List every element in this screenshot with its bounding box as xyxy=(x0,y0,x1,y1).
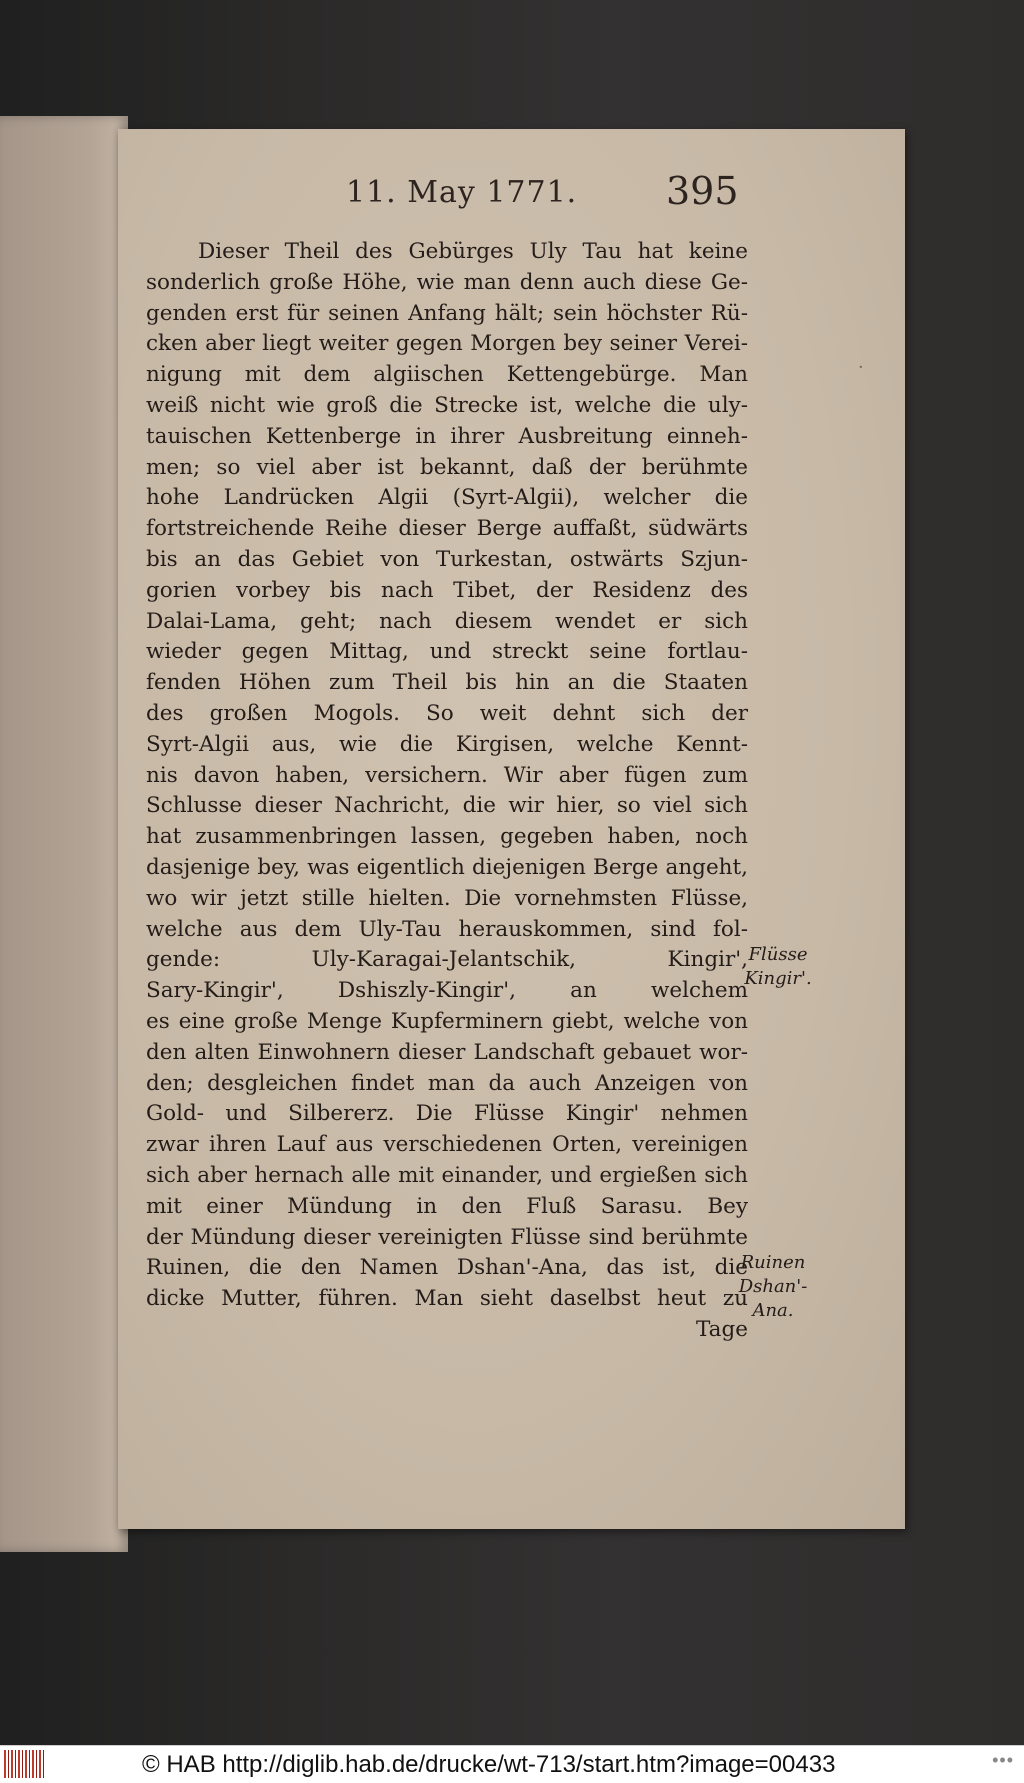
page-number: 395 xyxy=(666,169,739,213)
text-line: cken aber liegt weiter gegen Morgen bey seiner Verei- xyxy=(146,331,748,357)
text-line: Syrt-Algii aus, wie die Kirgisen, welche Kennt- xyxy=(146,731,748,757)
text-line: Ruinen, die den Namen Dshan'-Ana, das ist, die xyxy=(146,1255,748,1281)
catchword: Tage xyxy=(696,1316,748,1342)
book-page xyxy=(118,129,905,1529)
text-line: zwar ihren Lauf aus verschiedenen Orten, vereinigen xyxy=(146,1132,748,1158)
more-icon[interactable]: ••• xyxy=(992,1750,1014,1770)
ink-blot: · xyxy=(858,357,864,378)
text-line: den alten Einwohnern dieser Landschaft gebauet wor- xyxy=(146,1039,748,1065)
text-line: gende: Uly-Karagai-Jelantschik, Kingir', xyxy=(146,947,748,973)
text-line: tauischen Kettenberge in ihrer Ausbreitung einneh- xyxy=(146,423,748,449)
text-line: gorien vorbey bis nach Tibet, der Residenz des xyxy=(146,577,748,603)
marginal-note-line: Kingir'. xyxy=(744,968,812,989)
barcode-icon xyxy=(4,1750,44,1778)
text-line: nigung mit dem algiischen Kettengebürge. Man xyxy=(146,362,748,388)
text-line: weiß nicht wie groß die Strecke ist, welche die uly- xyxy=(146,392,748,418)
text-line: Gold- und Silbererz. Die Flüsse Kingir' nehmen xyxy=(146,1101,748,1127)
text-line: hat zusammenbringen lassen, gegeben haben, noch xyxy=(146,824,748,850)
text-line: es eine große Menge Kupferminern giebt, welche von xyxy=(146,1008,748,1034)
text-line: men; so viel aber ist bekannt, daß der berühmte xyxy=(146,454,748,480)
body-text xyxy=(146,237,748,1345)
copyright-url: © HAB http://diglib.hab.de/drucke/wt-713/start.htm?image=00433 xyxy=(142,1751,836,1778)
running-head xyxy=(118,169,905,215)
text-line: nis davon haben, versichern. Wir aber fügen zum xyxy=(146,762,748,788)
marginal-note-line: Dshan'- xyxy=(738,1276,808,1297)
marginal-note-line: Ruinen xyxy=(740,1252,806,1273)
marginal-note-line: Ana. xyxy=(752,1300,794,1321)
text-line: Schlusse dieser Nachricht, die wir hier, so viel sich xyxy=(146,793,748,819)
text-line: mit einer Mündung in den Fluß Sarasu. Bey xyxy=(146,1193,748,1219)
marginal-note-rivers xyxy=(728,943,828,991)
text-line: dicke Mutter, führen. Man sieht daselbst heut zu xyxy=(146,1286,748,1312)
previous-page-edge xyxy=(0,116,128,1552)
marginal-note-ruins xyxy=(718,1251,828,1323)
text-line: der Mündung dieser vereinigten Flüsse sind berühmte xyxy=(146,1224,748,1250)
text-line: Dieser Theil des Gebürges Uly Tau hat keine xyxy=(198,239,748,264)
text-line: bis an das Gebiet von Turkestan, ostwärts Szjun- xyxy=(146,546,748,572)
text-line: sonderlich große Höhe, wie man denn auch diese Ge- xyxy=(146,269,748,295)
text-line: Sary-Kingir', Dshiszly-Kingir', an welchem xyxy=(146,978,748,1004)
text-line: wo wir jetzt stille hielten. Die vornehmsten Flüsse, xyxy=(146,885,748,911)
text-line: fenden Höhen zum Theil bis hin an die Staaten xyxy=(146,670,748,696)
text-line: hohe Landrücken Algii (Syrt-Algii), welcher die xyxy=(146,485,748,511)
text-line: wieder gegen Mittag, und streckt seine fortlau- xyxy=(146,639,748,665)
text-line: welche aus dem Uly-Tau herauskommen, sind fol- xyxy=(146,916,748,942)
text-line: fortstreichende Reihe dieser Berge auffaßt, südwärts xyxy=(146,516,748,542)
text-line: Dalai-Lama, geht; nach diesem wendet er sich xyxy=(146,608,748,634)
marginal-note-line: Flüsse xyxy=(748,944,808,965)
text-line: dasjenige bey, was eigentlich diejenigen Berge angeht, xyxy=(146,854,748,880)
text-line: sich aber hernach alle mit einander, und ergießen sich xyxy=(146,1162,748,1188)
text-line: genden erst für seinen Anfang hält; sein höchster Rü- xyxy=(146,300,748,326)
text-line: des großen Mogols. So weit dehnt sich der xyxy=(146,700,748,726)
text-line: den; desgleichen findet man da auch Anzeigen von xyxy=(146,1070,748,1096)
footer-bar xyxy=(0,1745,1024,1783)
running-head-date: 11. May 1771. xyxy=(346,175,578,210)
